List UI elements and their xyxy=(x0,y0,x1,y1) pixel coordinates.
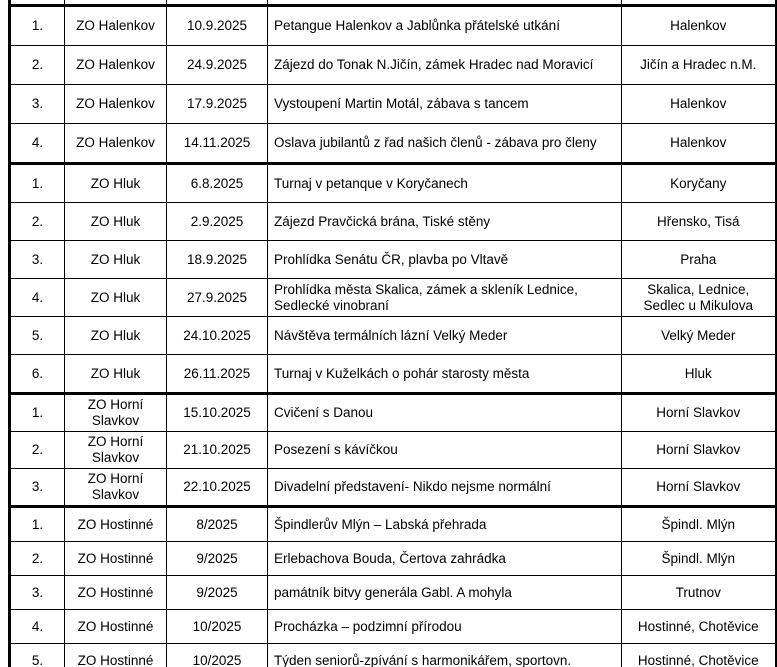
cell-organization: ZO Halenkov xyxy=(65,6,167,46)
cell-organization: ZO Hostinné xyxy=(65,644,167,667)
cell-date: 10/2025 xyxy=(167,610,268,644)
cell-number: 4. xyxy=(10,124,65,164)
cell-organization: ZO Horní Slavkov xyxy=(65,394,167,432)
cell-date: 14.11.2025 xyxy=(167,124,268,164)
cell-number: 2. xyxy=(10,203,65,241)
cell-location: Hluk xyxy=(622,355,776,394)
cell-number: 2. xyxy=(10,542,65,576)
cell-date: 9/2025 xyxy=(167,542,268,576)
cell-event: Prohlídka města Skalica, zámek a skleník Lednice, Sedlecké vinobraní xyxy=(268,279,622,317)
cell-date: 6.8.2025 xyxy=(167,164,268,203)
cell-number: 5. xyxy=(10,317,65,355)
cell-date: 24.10.2025 xyxy=(167,317,268,355)
cell-location: Hostinné, Chotěvice xyxy=(622,610,776,644)
cell-organization: ZO Hluk xyxy=(65,279,167,317)
cell-organization: ZO Horní Slavkov xyxy=(65,432,167,469)
cell-organization: ZO Horní Slavkov xyxy=(65,469,167,507)
table-row xyxy=(10,507,776,542)
table-row xyxy=(10,6,776,46)
table-row xyxy=(10,576,776,610)
cell-number: 2. xyxy=(10,46,65,85)
cell-location: Horní Slavkov xyxy=(622,432,776,469)
cell-organization: ZO Halenkov xyxy=(65,46,167,85)
cell-event: Zájezd Pravčická brána, Tiské stěny xyxy=(268,203,622,241)
cell-date: 8/2025 xyxy=(167,507,268,542)
table-row xyxy=(10,394,776,432)
cell-location: Halenkov xyxy=(622,85,776,124)
cell-event: Posezení s kávíčkou xyxy=(268,432,622,469)
cell-event: Turnaj v Kuželkách o pohár starosty města xyxy=(268,355,622,394)
cell-organization: ZO Hostinné xyxy=(65,610,167,644)
cell-event: Turnaj v petanque v Koryčanech xyxy=(268,164,622,203)
cell-organization: ZO Hostinné xyxy=(65,507,167,542)
cell-number: 3. xyxy=(10,576,65,610)
cell-event: Erlebachova Bouda, Čertova zahrádka xyxy=(268,542,622,576)
cell-location: Trutnov xyxy=(622,576,776,610)
cell-event: Týden seniorů-zpívání s harmonikářem, sportovn. xyxy=(268,644,622,667)
cell-organization: ZO Hluk xyxy=(65,355,167,394)
cell-number: 4. xyxy=(10,279,65,317)
events-table xyxy=(8,0,777,667)
cell-number: 4. xyxy=(10,610,65,644)
cell-event: Petangue Halenkov a Jablůnka přátelské utkání xyxy=(268,6,622,46)
cell-number: 5. xyxy=(10,644,65,667)
cell-event: Procházka – podzimní přírodou xyxy=(268,610,622,644)
cell-event: Vystoupení Martin Motál, zábava s tancem xyxy=(268,85,622,124)
cell-event: Zájezd do Tonak N.Jičín, zámek Hradec nad Moravicí xyxy=(268,46,622,85)
cell-date: 26.11.2025 xyxy=(167,355,268,394)
cell-location: Špindl. Mlýn xyxy=(622,507,776,542)
cell-organization: ZO Halenkov xyxy=(65,124,167,164)
cell-date: 9/2025 xyxy=(167,576,268,610)
table-row xyxy=(10,542,776,576)
cell-organization: ZO Halenkov xyxy=(65,85,167,124)
cell-number: 2. xyxy=(10,432,65,469)
cell-organization: ZO Hluk xyxy=(65,164,167,203)
cell-event: Špindlerův Mlýn – Labská přehrada xyxy=(268,507,622,542)
table-row xyxy=(10,203,776,241)
table-row xyxy=(10,241,776,279)
cell-location: Horní Slavkov xyxy=(622,394,776,432)
cell-number: 3. xyxy=(10,85,65,124)
table-row xyxy=(10,355,776,394)
table-row xyxy=(10,46,776,85)
cell-location: Koryčany xyxy=(622,164,776,203)
cell-number: 6. xyxy=(10,355,65,394)
table-row xyxy=(10,85,776,124)
table-row xyxy=(10,644,776,667)
cell-date: 21.10.2025 xyxy=(167,432,268,469)
table-row xyxy=(10,317,776,355)
cell-event: Prohlídka Senátu ČR, plavba po Vltavě xyxy=(268,241,622,279)
cell-location: Halenkov xyxy=(622,124,776,164)
cell-location: Hřensko, Tisá xyxy=(622,203,776,241)
table-row xyxy=(10,610,776,644)
cell-number: 1. xyxy=(10,164,65,203)
cell-organization: ZO Hluk xyxy=(65,203,167,241)
cell-location: Hostinné, Chotěvice xyxy=(622,644,776,667)
cell-number: 3. xyxy=(10,241,65,279)
cell-organization: ZO Hostinné xyxy=(65,576,167,610)
cell-number: 1. xyxy=(10,507,65,542)
cell-date: 18.9.2025 xyxy=(167,241,268,279)
table-row xyxy=(10,164,776,203)
cell-date: 27.9.2025 xyxy=(167,279,268,317)
table-body xyxy=(10,0,776,667)
cell-date: 2.9.2025 xyxy=(167,203,268,241)
cell-number: 3. xyxy=(10,469,65,507)
cell-event: Divadelní představení- Nikdo nejsme normální xyxy=(268,469,622,507)
cell-location: Skalica, Lednice, Sedlec u Mikulova xyxy=(622,279,776,317)
cell-location: Praha xyxy=(622,241,776,279)
cell-date: 17.9.2025 xyxy=(167,85,268,124)
cell-location: Jičín a Hradec n.M. xyxy=(622,46,776,85)
table-row xyxy=(10,469,776,507)
cell-organization: ZO Hostinné xyxy=(65,542,167,576)
table-row xyxy=(10,432,776,469)
cell-location: Halenkov xyxy=(622,6,776,46)
cell-date: 22.10.2025 xyxy=(167,469,268,507)
cell-date: 24.9.2025 xyxy=(167,46,268,85)
cell-event: památník bitvy generála Gabl. A mohyla xyxy=(268,576,622,610)
cell-location: Velký Meder xyxy=(622,317,776,355)
cell-date: 10/2025 xyxy=(167,644,268,667)
cell-location: Horní Slavkov xyxy=(622,469,776,507)
cell-event: Návštěva termálních lázní Velký Meder xyxy=(268,317,622,355)
cell-organization: ZO Hluk xyxy=(65,241,167,279)
cell-organization: ZO Hluk xyxy=(65,317,167,355)
cell-event: Cvičení s Danou xyxy=(268,394,622,432)
table-row xyxy=(10,124,776,164)
cell-date: 15.10.2025 xyxy=(167,394,268,432)
cell-date: 10.9.2025 xyxy=(167,6,268,46)
cell-number: 1. xyxy=(10,394,65,432)
cell-location: Špindl. Mlýn xyxy=(622,542,776,576)
table-row xyxy=(10,279,776,317)
cell-number: 1. xyxy=(10,6,65,46)
cell-event: Oslava jubilantů z řad našich členů - zábava pro členy xyxy=(268,124,622,164)
